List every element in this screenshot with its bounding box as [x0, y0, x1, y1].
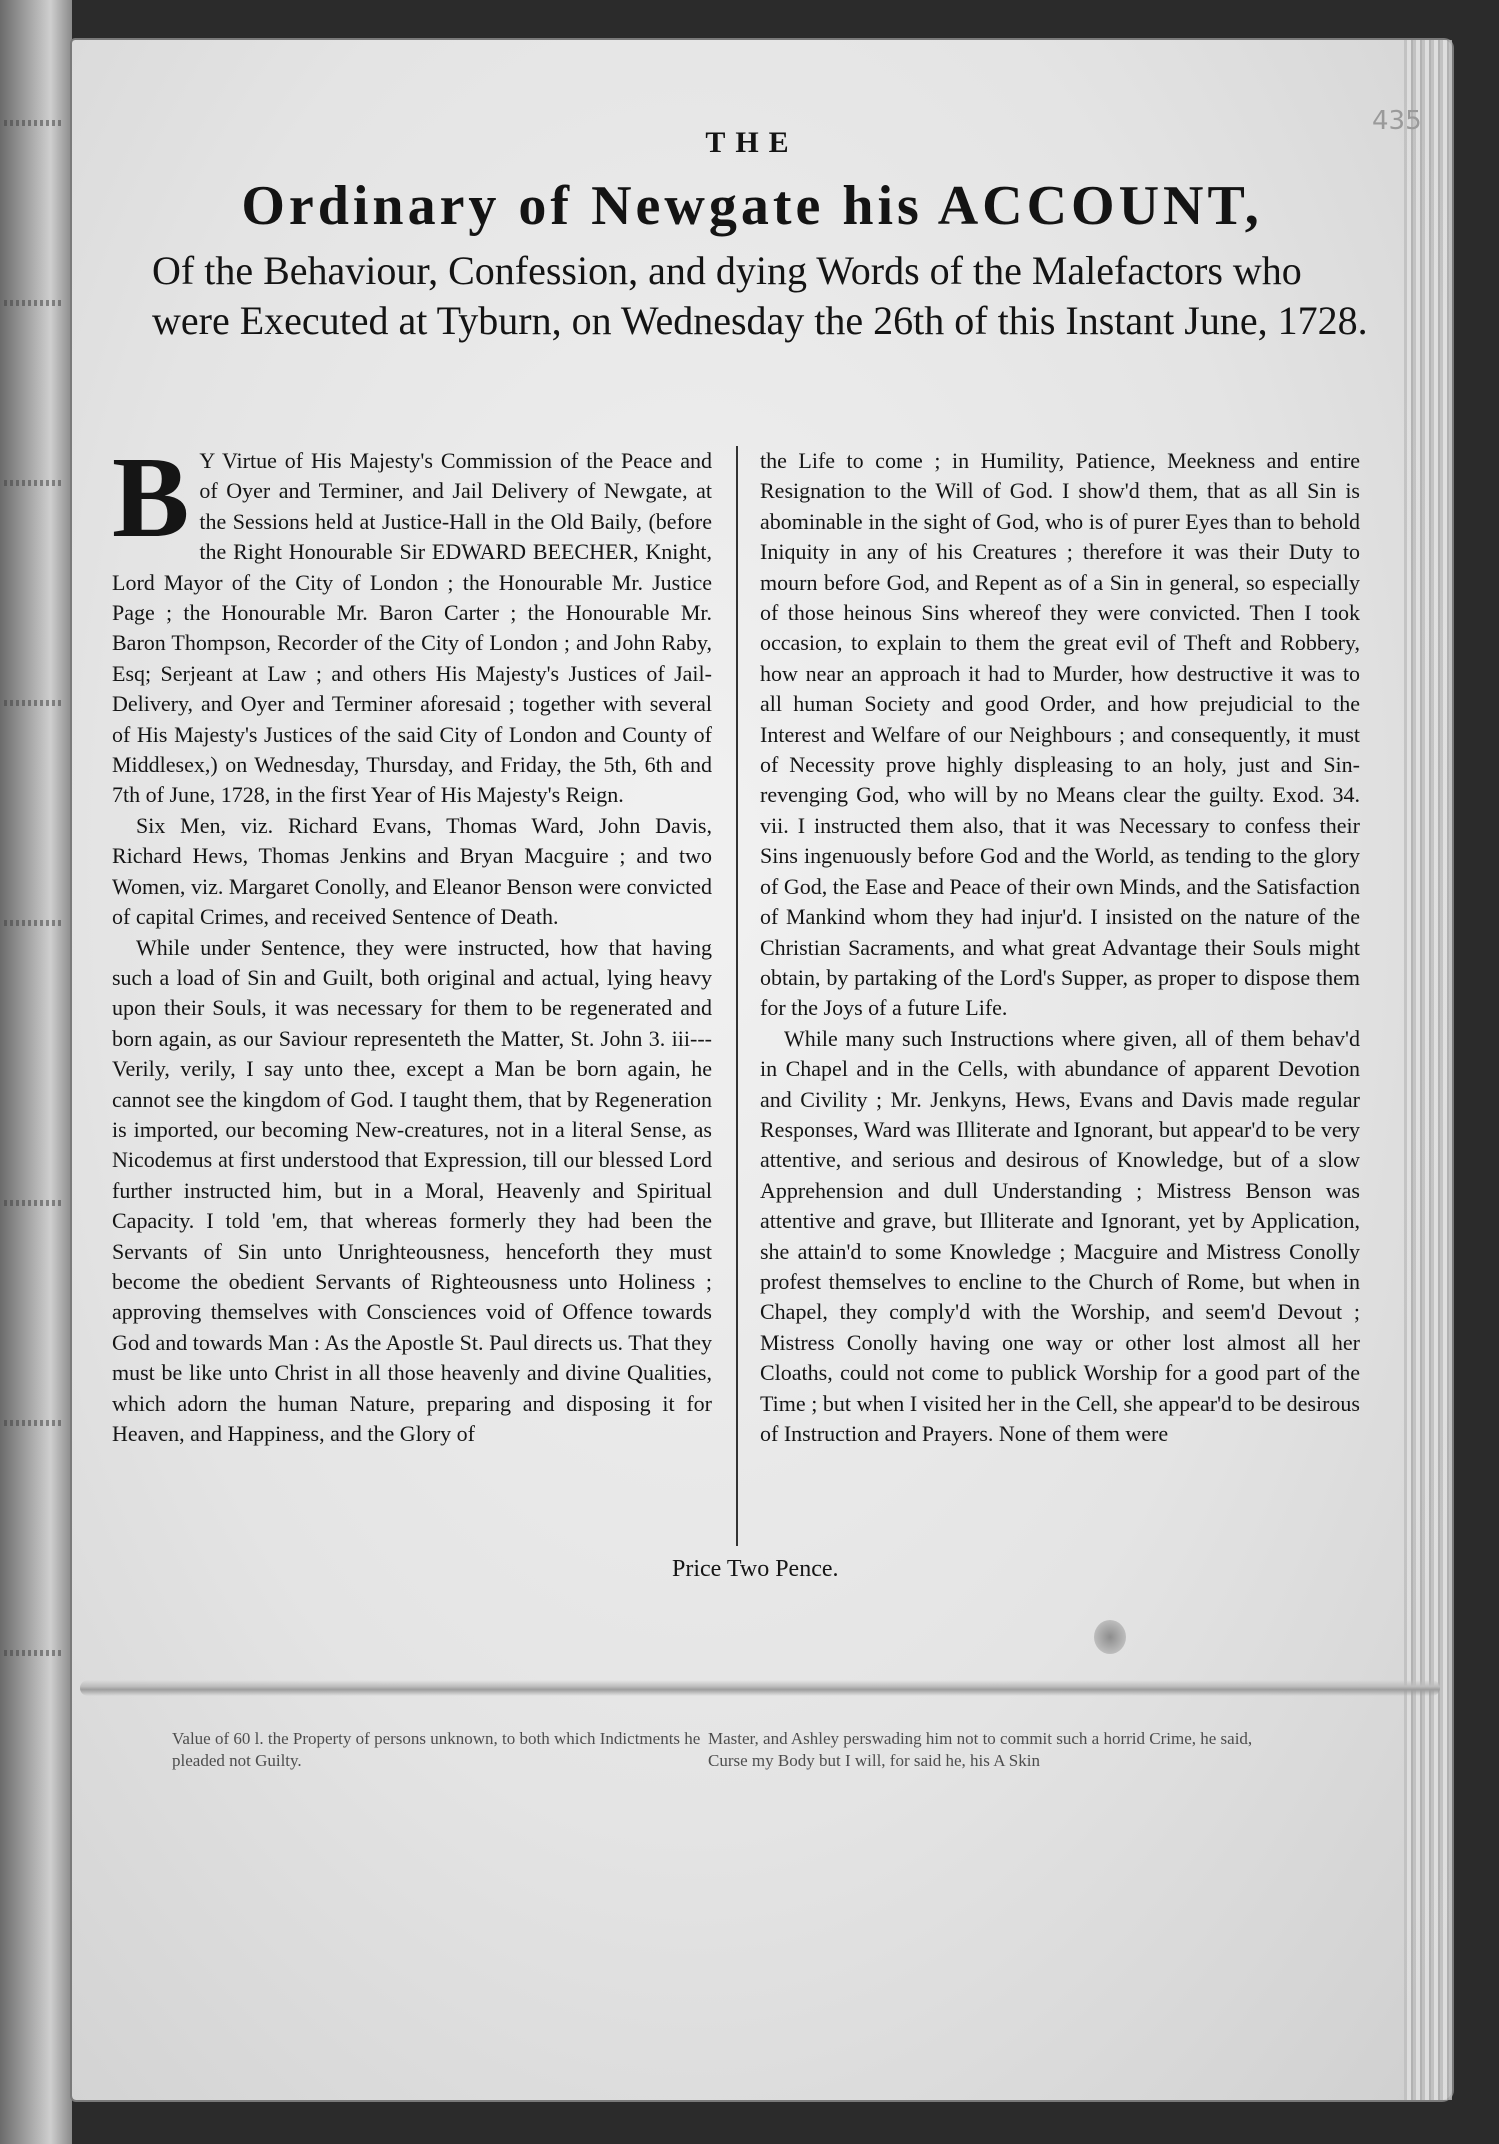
page-subtitle: Of the Behaviour, Confession, and dying Words of the Malefactors who were Executed at Tyburn, on Wednesday the 26th of this Instant June, 1728. — [152, 248, 1368, 343]
column-divider — [736, 446, 738, 1546]
bleed-through-text-left: Value of 60 l. the Property of persons unknown, to both which Indictments he pleaded not Guilty. — [172, 1729, 701, 1770]
paragraph: Y Virtue of His Majesty's Commission of the Peace and of Oyer and Terminer, and Jail Delivery of Newgate, at the Sessions held at Justice-Hall in the Old Baily, (before the Right Honourable Sir EDWARD BEECHER, Knight, Lord Mayor of the City of London ; the Honourable Mr. Justice Page ; the Honourable Mr. Baron Carter ; the Honourable Mr. Baron Thompson, Recorder of the City of London ; and John Raby, Esq; Serjeant at Law ; and others His Majesty's Justices of Jail-Delivery, and Oyer and Terminer aforesaid ; together with several of His Majesty's Justices of the said City of London and County of Middlesex,) on Wednesday, Thursday, and Friday, the 5th, 6th and 7th of June, 1728, in the first Year of His Majesty's Reign. — [112, 448, 712, 808]
drop-cap: B — [112, 446, 190, 562]
left-column — [112, 446, 712, 1546]
fold-line — [80, 1680, 1440, 1696]
stacked-page-edges — [1404, 40, 1452, 2100]
paragraph: While many such Instructions where given, all of them behav'd in Chapel and in the Cells, with abundance of apparent Devotion and Civility ; Mr. Jenkyns, Hews, Evans and Davis made regular Responses, Ward was Illiterate and Ignorant, but appear'd to be very attentive, and serious and desirous of Knowledge, but of a slow Apprehension and dull Understanding ; Mistress Benson was attentive and grave, but Illiterate and Ignorant, yet by Application, she attain'd to some Knowledge ; Macguire and Mistress Conolly profest themselves to encline to the Church of Rome, but when in Chapel, they comply'd with the Worship, and seem'd Devout ; Mistress Conolly having one way or other lost almost all her Cloaths, could not come to publick Worship for a good part of the Time ; but when I visited her in the Cell, she appear'd to be desirous of Instruction and Prayers. None of them were — [760, 1025, 1360, 1446]
page-number: 435 — [1372, 106, 1422, 136]
page-title: Ordinary of Newgate his ACCOUNT, — [241, 175, 1263, 237]
price-line: Price Two Pence. — [672, 1556, 839, 1582]
paragraph: Six Men, viz. Richard Evans, Thomas Ward, John Davis, Richard Hews, Thomas Jenkins and Bryan Macguire ; and two Women, viz. Margaret Conolly, and Eleanor Benson were convicted of capital Crimes, and received Sentence of Death. — [112, 812, 712, 930]
title-block — [112, 126, 1392, 346]
paragraph: While under Sentence, they were instructed, how that having such a load of Sin and Guilt, both original and actual, lying heavy upon their Souls, it was necessary for them to be regenerated and born again, as our Saviour representeth the Matter, St. John 3. iii--- Verily, verily, I say unto thee, except a Man be born again, he cannot see the kingdom of God. I taught them, that by Regeneration is imported, our becoming New-creatures, not in a literal Sense, as Nicodemus at first understood that Expression, till our blessed Lord further instructed him, but in a Moral, Heavenly and Spiritual Capacity. I told 'em, that whereas formerly they had been the Servants of Sin unto Unrighteousness, henceforth they must become the obedient Servants of Righteousness unto Holiness ; approving themselves with Consciences void of Offence towards God and towards Man : As the Apostle St. Paul directs us. That they must be like unto Christ in all those heavenly and divine Qualities, which adorn the human Nature, preparing and disposing it for Heaven, and Happiness, and the Glory of — [112, 934, 712, 1446]
text-columns — [112, 446, 1390, 1546]
bleed-through-text-right: Master, and Ashley perswading him not to commit such a horrid Crime, he said, Curse my Body but I will, for said he, his A Skin — [708, 1729, 1253, 1770]
paragraph: the Life to come ; in Humility, Patience, Meekness and entire Resignation to the Will of God. I show'd them, that as all Sin is abominable in the sight of God, who is of purer Eyes than to behold Iniquity in any of his Creatures ; therefore it was their Duty to mourn before God, and Repent as of a Sin in general, so especially of those heinous Sins whereof they were convicted. Then I took occasion, to explain to them the great evil of Theft and Robbery, how near an approach it had to Murder, how destructive it was to all human Society and good Order, and how prejudicial to the Interest and Welfare of our Neighbours ; and consequently, it must of Necessity prove highly displeasing to an holy, just and Sin-revenging God, who will by no Means clear the guilty. Exod. 34. vii. I instructed them also, that it was Necessary to confess their Sins ingenuously before God and the World, as tending to the glory of God, the Ease and Peace of their own Minds, and the Satisfaction of Mankind whom they had injur'd. I insisted on the nature of the Christian Sacraments, and what great Advantage their Souls might obtain, by partaking of the Lord's Supper, as proper to dispose them for the Joys of a future Life. — [760, 448, 1360, 1021]
document-sheet — [72, 40, 1452, 2100]
adjacent-page-edge — [0, 0, 72, 2144]
heading-the: THE — [705, 126, 799, 159]
ink-blot — [1094, 1620, 1126, 1654]
right-column — [760, 446, 1360, 1546]
